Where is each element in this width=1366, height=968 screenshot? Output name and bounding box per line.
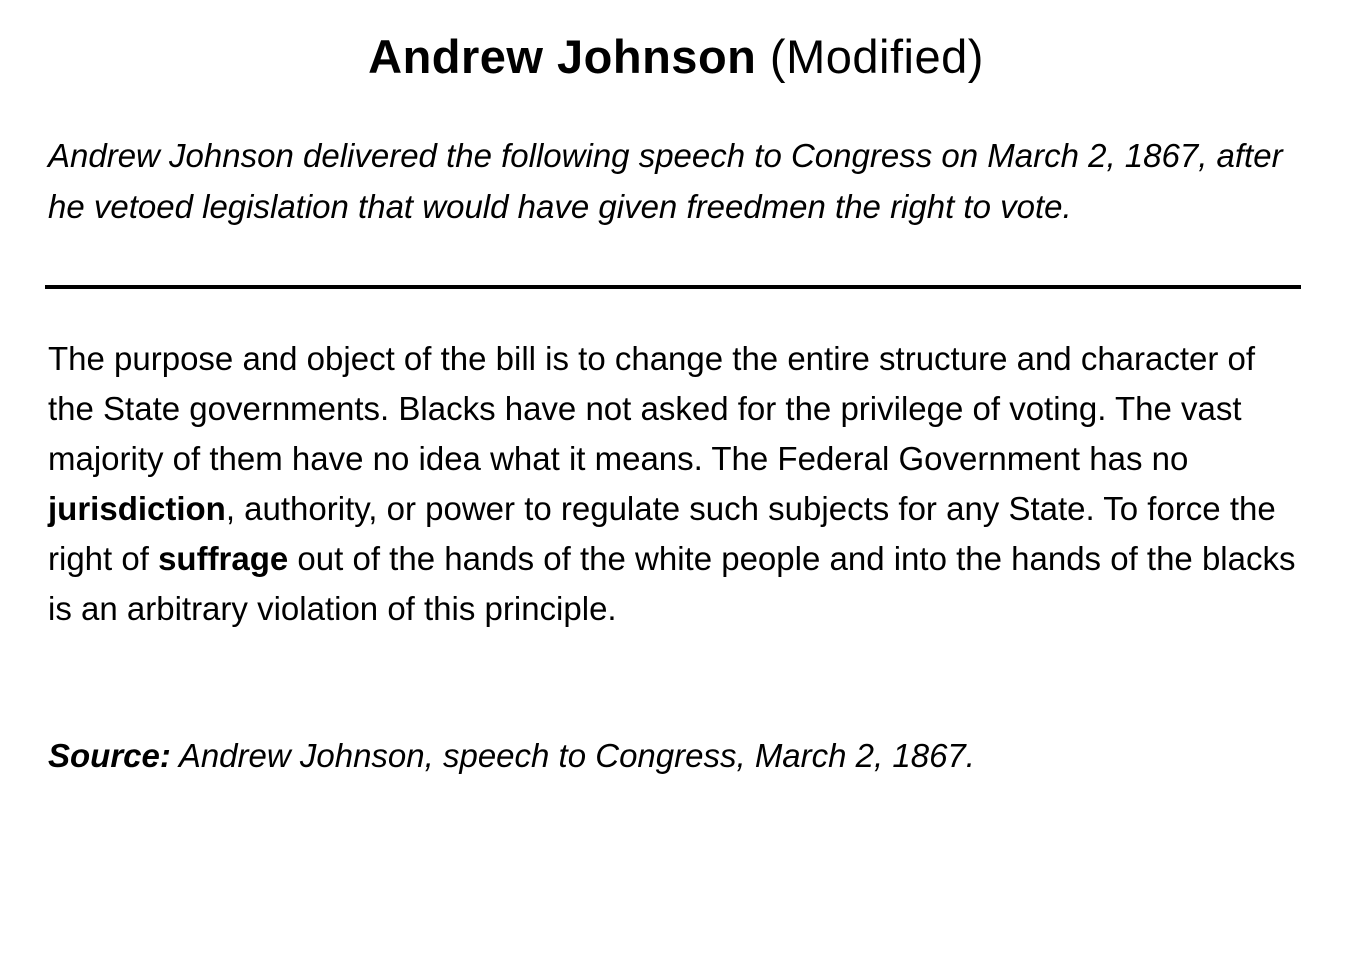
body-segment: , authority, or power to regulate such subjects for any State. To force the right of bbox=[48, 490, 1276, 578]
page-title-suffix: (Modified) bbox=[756, 30, 984, 83]
body-segment-bold-jurisdiction: jurisdiction bbox=[48, 490, 226, 528]
body-segment: The purpose and object of the bill is to change the entire structure and character of the State governments. Blacks have not asked for the privilege of voting. The vast majority of them have no idea what it means. The Federal Government has no bbox=[48, 340, 1256, 478]
page-title bbox=[48, 30, 1304, 84]
page-title-main: Andrew Johnson bbox=[368, 30, 757, 83]
intro-paragraph bbox=[48, 130, 1304, 232]
section-divider bbox=[45, 285, 1301, 289]
source-line bbox=[48, 730, 1304, 781]
intro-text: Andrew Johnson delivered the following speech to Congress on March 2, 1867, after he vetoed legislation that would have given freedmen the right to vote. bbox=[48, 137, 1283, 226]
document-content bbox=[48, 30, 1304, 781]
body-segment: out of the hands of the white people and into the hands of the blacks is an arbitrary violation of this principle. bbox=[48, 540, 1296, 628]
source-label: Source: bbox=[48, 737, 171, 775]
body-paragraph bbox=[48, 334, 1304, 634]
source-text: Andrew Johnson, speech to Congress, March 2, 1867. bbox=[170, 737, 975, 775]
body-segment-bold-suffrage: suffrage bbox=[158, 540, 289, 578]
